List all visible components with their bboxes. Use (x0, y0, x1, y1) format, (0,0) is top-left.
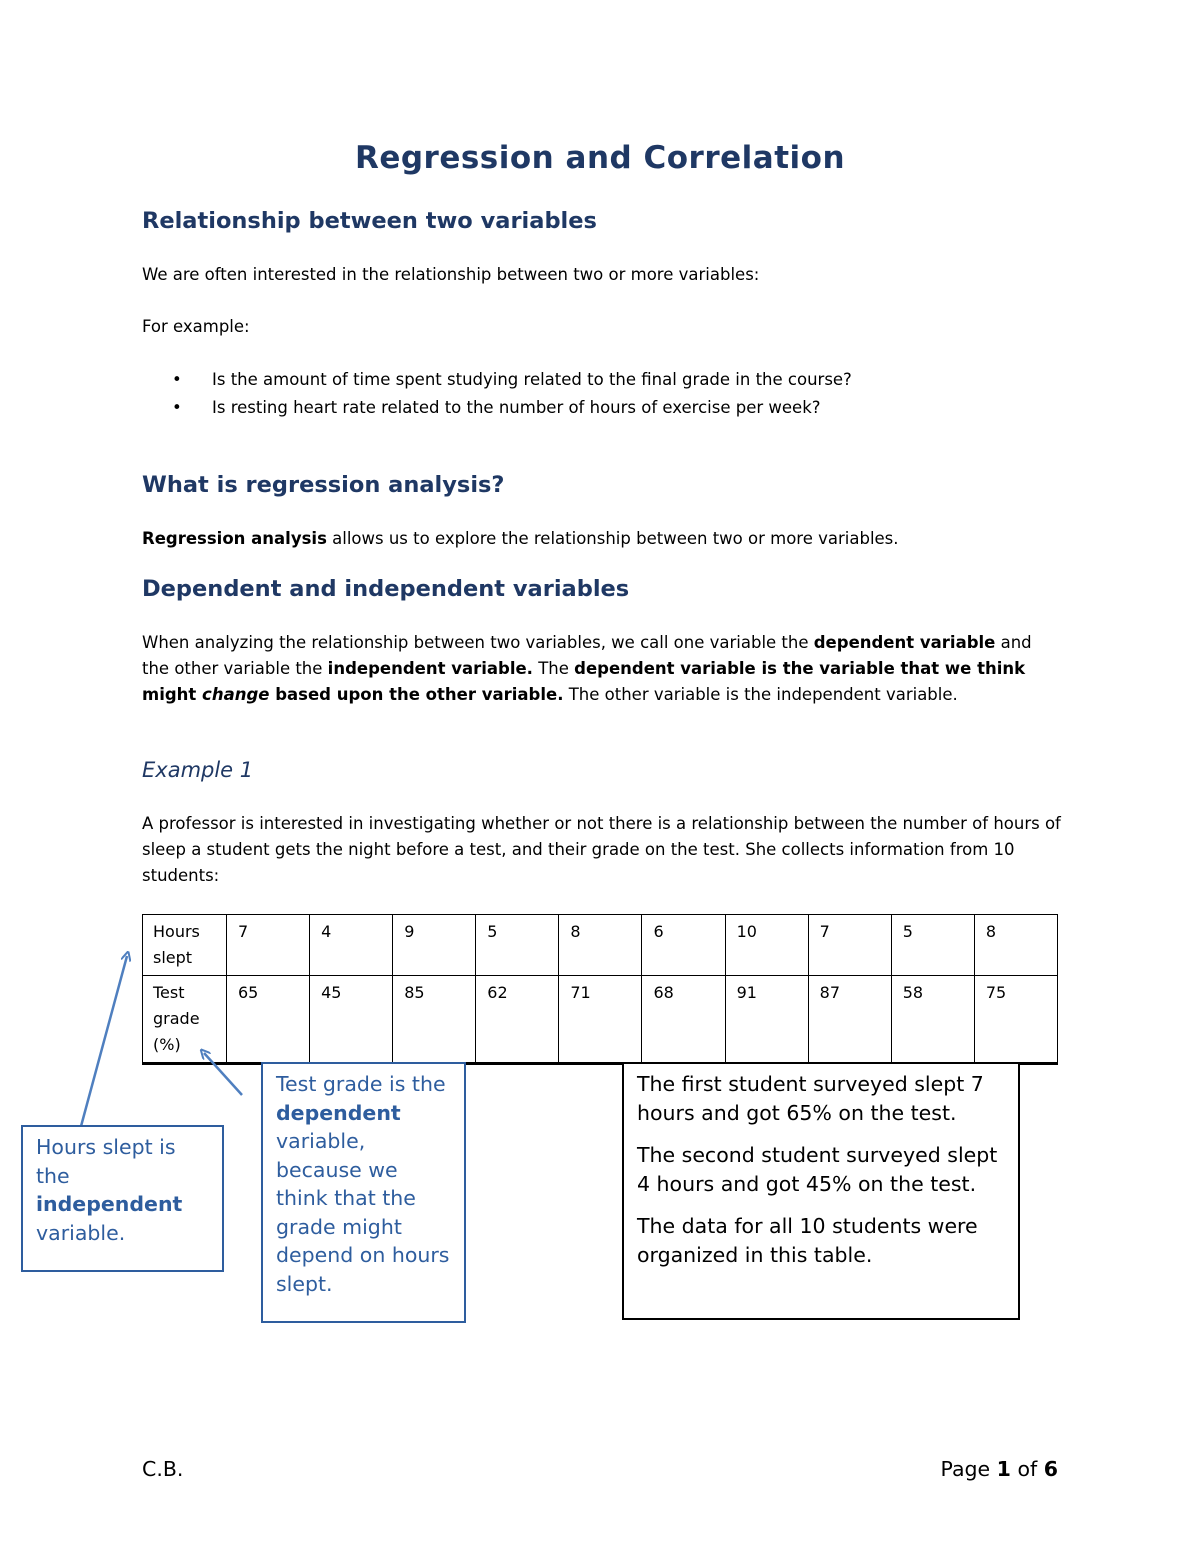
arrow-to-test-grade (204, 1053, 242, 1095)
section-heading-regression: What is regression analysis? (142, 472, 505, 498)
arrow-to-hours-slept (80, 956, 127, 1130)
row-header-hours: Hours slept (143, 915, 227, 976)
table-explanation-note: The first student surveyed slept 7 hours and got 65% on the test. The second student surveyed slept 4 hours and got 45% on the test. The data for all 10 students were organized in this table. (622, 1062, 1020, 1320)
table-row: Hours slept 7 4 9 5 8 6 10 7 5 8 (143, 915, 1058, 976)
bullet-icon: • (172, 398, 182, 417)
list-item: • Is the amount of time spent studying related to the final grade in the course? (172, 367, 852, 393)
row-header-grade: Test grade (%) (143, 976, 227, 1064)
section-heading-relationship: Relationship between two variables (142, 208, 597, 234)
section-heading-variables: Dependent and independent variables (142, 576, 630, 602)
list-item: • Is resting heart rate related to the number of hours of exercise per week? (172, 395, 821, 421)
page-title: Regression and Correlation (354, 140, 846, 176)
regression-definition: Regression analysis allows us to explore the relationship between two or more variables. (142, 529, 899, 548)
for-example-label: For example: (142, 317, 250, 336)
example-heading: Example 1 (142, 758, 254, 782)
independent-variable-note: Hours slept is the independent variable. (21, 1125, 224, 1272)
page-number: Page 1 of 6 (940, 1457, 1058, 1481)
footer-author: C.B. (142, 1457, 184, 1481)
intro-paragraph: We are often interested in the relationship between two or more variables: (142, 265, 760, 284)
variables-paragraph: When analyzing the relationship between two variables, we call one variable the dependent variable and the other variable the independent variable. The dependent variable is the variable that we think might change based upon the other variable. The other variable is the independent variable. (142, 633, 1032, 704)
dependent-variable-note: Test grade is the dependent variable, because we think that the grade might depend on hours slept. (261, 1062, 466, 1323)
table-row: Test grade (%) 65 45 85 62 71 68 91 87 58 75 (143, 976, 1058, 1064)
example-paragraph: A professor is interested in investigating whether or not there is a relationship between the number of hours of sleep a student gets the night before a test, and their grade on the test. She collects information from 10 students: (142, 814, 1061, 885)
bullet-icon: • (172, 370, 182, 389)
